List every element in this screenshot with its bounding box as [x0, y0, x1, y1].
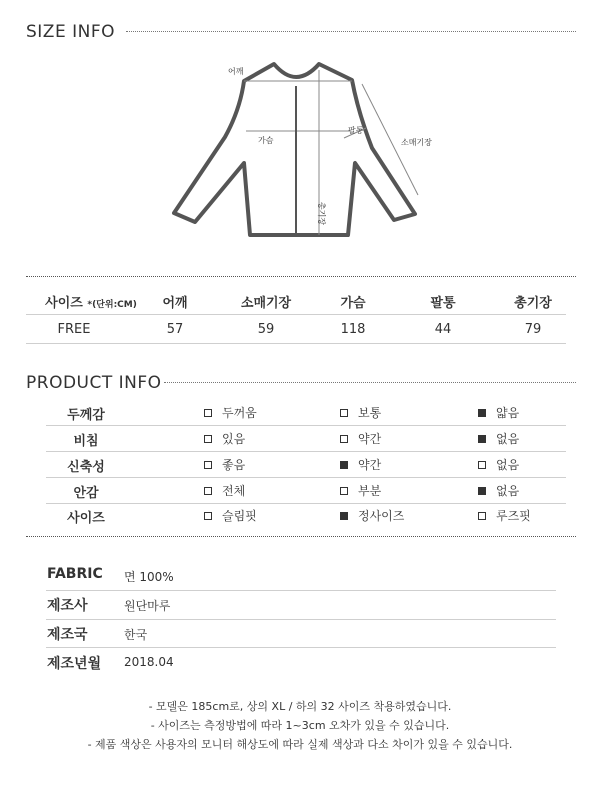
checkbox-icon [204, 512, 212, 520]
label-sleeve: 소매기장 [401, 138, 432, 147]
checkbox-checked-icon [478, 487, 486, 495]
table-cell-shoulder: 57 [166, 322, 184, 337]
note-line: - 모델은 185cm로, 상의 XL / 하의 32 사이즈 착용하였습니다. [148, 700, 452, 713]
table-cell-chest: 118 [340, 322, 366, 337]
note-line: - 사이즈는 측정방법에 따라 1~3cm 오차가 있을 수 있습니다. [150, 719, 450, 732]
table-cell-size: FREE [57, 322, 91, 337]
row-divider [46, 647, 556, 648]
checkbox-checked-icon [478, 409, 486, 417]
checkbox-icon [340, 487, 348, 495]
checkbox-icon [204, 461, 212, 469]
col-shoulder: 어깨 [162, 296, 188, 311]
checkbox-icon [204, 487, 212, 495]
checkbox-icon [478, 461, 486, 469]
product-option: 전체 [204, 482, 245, 499]
col-length: 총기장 [514, 296, 552, 311]
fabric-value: 면 100% [124, 570, 174, 584]
table-divider [26, 343, 566, 344]
product-option: 좋음 [204, 456, 245, 473]
product-option: 없음 [478, 482, 519, 499]
product-option: 약간 [340, 430, 381, 447]
product-option: 있음 [204, 430, 245, 447]
checkbox-icon [340, 435, 348, 443]
product-option: 얇음 [478, 404, 519, 421]
fabric-key: FABRIC [47, 566, 103, 582]
checkbox-icon [204, 409, 212, 417]
product-option: 약간 [340, 456, 381, 473]
country-value: 한국 [124, 628, 148, 642]
col-sleeve: 소매기장 [240, 296, 292, 311]
row-divider [46, 590, 556, 591]
manufacturer-key: 제조사 [47, 598, 88, 614]
checkbox-checked-icon [340, 461, 348, 469]
product-row-label: 비침 [73, 434, 99, 449]
date-key: 제조년월 [47, 656, 102, 672]
product-row-label: 두께감 [67, 408, 105, 423]
label-length: 총기장 [317, 201, 327, 226]
product-option: 보통 [340, 404, 381, 421]
table-divider [26, 314, 566, 315]
table-cell-arm: 44 [434, 322, 452, 337]
row-divider [46, 503, 566, 504]
product-option: 슬림핏 [204, 507, 257, 524]
manufacturer-value: 원단마루 [124, 599, 171, 613]
label-arm: 팔통 [348, 126, 364, 135]
product-option: 두꺼움 [204, 404, 257, 421]
section-divider [26, 536, 576, 537]
row-divider [46, 477, 566, 478]
product-info-title: PRODUCT INFO [26, 373, 162, 393]
checkbox-icon [340, 409, 348, 417]
row-divider [46, 619, 556, 620]
checkbox-checked-icon [340, 512, 348, 520]
label-chest: 가슴 [258, 136, 274, 145]
product-option: 루즈핏 [478, 507, 531, 524]
table-cell-length: 79 [524, 322, 542, 337]
product-option: 부분 [340, 482, 381, 499]
col-arm: 팔통 [430, 296, 456, 311]
product-option: 없음 [478, 430, 519, 447]
checkbox-icon [204, 435, 212, 443]
product-row-label: 사이즈 [67, 511, 105, 526]
col-chest: 가슴 [340, 296, 366, 311]
table-cell-sleeve: 59 [257, 322, 275, 337]
size-header: 사이즈 *(단위:CM) [45, 296, 137, 311]
note-line: - 제품 색상은 사용자의 모니터 해상도에 따라 실제 색상과 다소 차이가 있을 수 있습니다. [87, 738, 513, 751]
jacket-diagram [0, 0, 600, 280]
row-divider [46, 425, 566, 426]
label-shoulder: 어깨 [228, 67, 244, 76]
product-row-label: 신축성 [67, 460, 105, 475]
section-divider [26, 276, 576, 277]
checkbox-checked-icon [478, 435, 486, 443]
product-option: 없음 [478, 456, 519, 473]
product-row-label: 안감 [73, 486, 99, 501]
size-info-title: SIZE INFO [26, 22, 115, 42]
checkbox-icon [478, 512, 486, 520]
row-divider [46, 451, 566, 452]
product-option: 정사이즈 [340, 507, 404, 524]
date-value: 2018.04 [124, 655, 174, 669]
title-divider [164, 382, 576, 383]
country-key: 제조국 [47, 627, 88, 643]
